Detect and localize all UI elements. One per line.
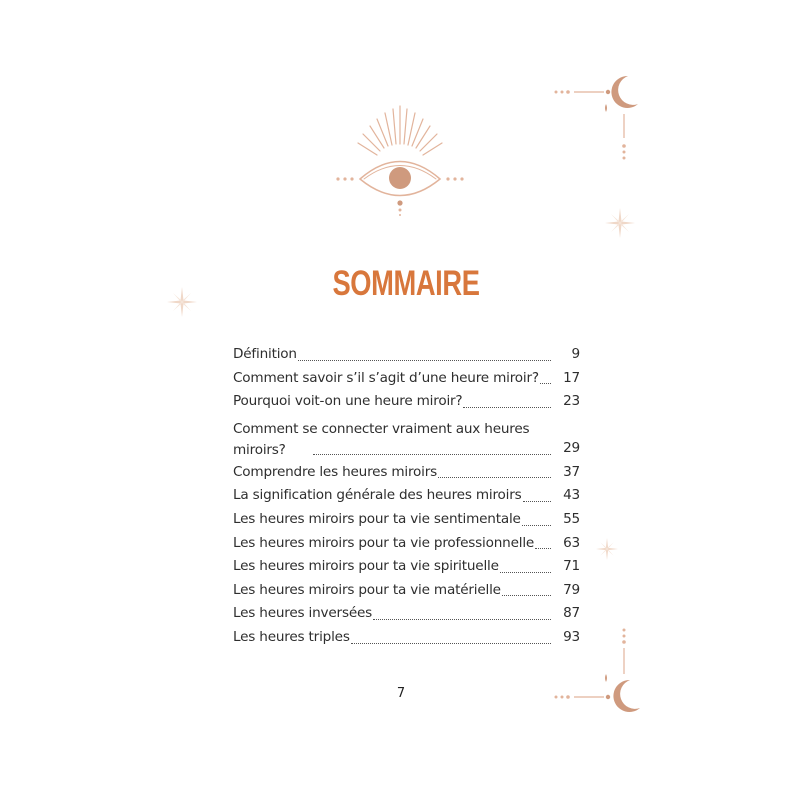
page-title: SOMMAIRE <box>332 264 480 303</box>
toc-entry-label: Comment savoir s’il s’agit d’une heure miroir? <box>233 369 539 386</box>
dot-leader <box>502 595 551 596</box>
dot-leader <box>298 360 551 361</box>
crescent-moon-icon <box>550 70 645 170</box>
all-seeing-eye-icon <box>330 100 470 220</box>
dot-leader <box>313 454 551 455</box>
sparkle-star-icon <box>605 208 635 238</box>
toc-entry-page: 93 <box>563 628 580 645</box>
dot-leader <box>500 572 551 573</box>
toc-entry[interactable] <box>233 343 580 367</box>
toc-entry-page: 23 <box>563 393 580 410</box>
toc-entry-label: Comprendre les heures miroirs <box>233 463 438 480</box>
toc-entry[interactable] <box>233 414 580 461</box>
toc-entry-label: Les heures miroirs pour ta vie professionnelle <box>233 534 535 551</box>
dot-leader <box>535 548 551 549</box>
toc-entry[interactable] <box>233 579 580 603</box>
table-of-contents <box>233 343 580 650</box>
page-number: 7 <box>396 686 406 701</box>
toc-entry-page: 71 <box>563 558 580 575</box>
toc-entry-page: 37 <box>563 463 580 480</box>
toc-entry-page: 55 <box>563 510 580 527</box>
dot-leader <box>351 643 551 644</box>
toc-entry-page: 9 <box>571 346 580 362</box>
toc-entry-label: Les heures miroirs pour ta vie matérielle <box>233 581 501 598</box>
toc-entry-label: Définition <box>233 346 297 362</box>
dot-leader <box>522 525 551 526</box>
toc-entry[interactable] <box>233 484 580 508</box>
toc-entry[interactable] <box>233 367 580 391</box>
dot-leader <box>438 477 551 478</box>
toc-entry[interactable] <box>233 555 580 579</box>
toc-entry-label: Les heures miroirs pour ta vie sentimentale <box>233 510 521 527</box>
toc-entry[interactable] <box>233 626 580 650</box>
dot-leader <box>463 407 551 408</box>
dot-leader <box>540 383 551 384</box>
toc-entry-page: 87 <box>563 605 580 622</box>
dot-leader <box>523 501 551 502</box>
toc-entry-label: Les heures inversées <box>233 605 373 622</box>
toc-entry-label: La signification générale des heures miroirs <box>233 487 522 504</box>
toc-entry-page: 63 <box>563 534 580 551</box>
toc-entry[interactable] <box>233 508 580 532</box>
toc-entry-label: Les heures miroirs pour ta vie spirituelle <box>233 558 499 575</box>
toc-entry-page: 17 <box>563 369 580 386</box>
toc-entry-label: Pourquoi voit-on une heure miroir? <box>233 393 463 410</box>
toc-entry[interactable] <box>233 461 580 485</box>
toc-entry[interactable] <box>233 602 580 626</box>
toc-entry[interactable] <box>233 390 580 414</box>
toc-entry-label: Comment se connecter vraiment aux heures miroirs? <box>233 420 530 458</box>
sparkle-star-icon <box>596 538 618 560</box>
toc-entry-page: 43 <box>563 487 580 504</box>
dot-leader <box>373 619 551 620</box>
toc-entry[interactable] <box>233 532 580 556</box>
toc-entry-label: Les heures triples <box>233 628 350 645</box>
toc-entry-page: 29 <box>563 440 580 457</box>
toc-entry-page: 79 <box>563 581 580 598</box>
